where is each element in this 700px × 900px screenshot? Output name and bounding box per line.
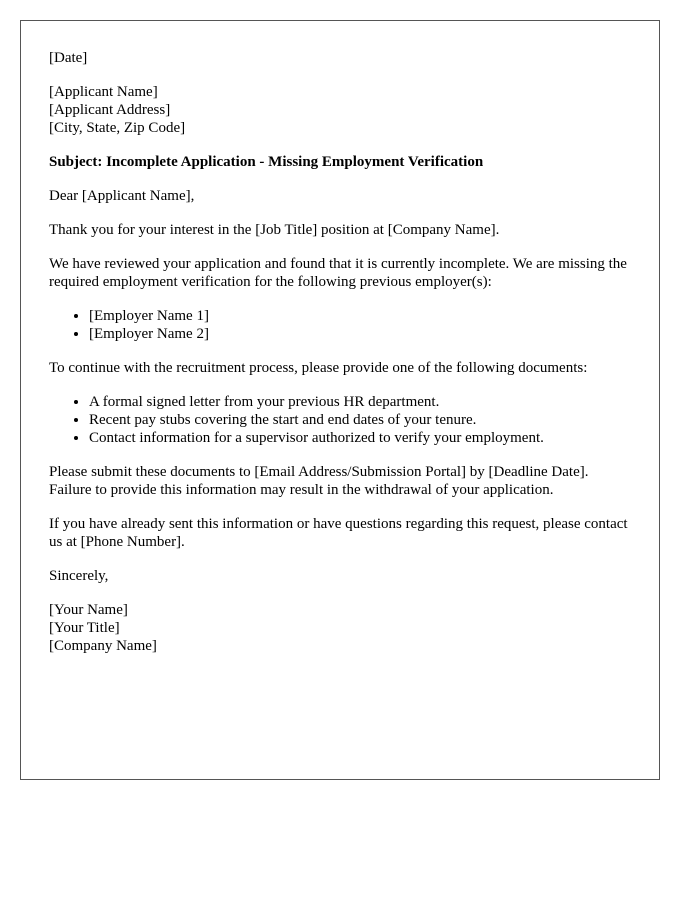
list-item-document: • Recent pay stubs covering the start and end dates of your tenure. — [89, 411, 631, 429]
recipient-block — [49, 83, 631, 137]
list-item-document: • A formal signed letter from your previous HR department. — [89, 393, 631, 411]
submit-paragraph: Please submit these documents to [Email Address/Submission Portal] by [Deadline Date]. Failure to provide this information may result in the withdrawal of your application. — [49, 464, 589, 498]
questions-paragraph: If you have already sent this information or have questions regarding this request, please contact us at [Phone Number]. — [49, 516, 628, 550]
list-item-employer: • [Employer Name 1] — [89, 307, 631, 325]
salutation: Dear [Applicant Name], — [49, 188, 195, 204]
letter-page — [20, 20, 660, 780]
signature-block — [49, 601, 631, 655]
letter-subject: Subject: Incomplete Application - Missing Employment Verification — [49, 154, 484, 170]
employer-list — [49, 307, 631, 343]
closing: Sincerely, — [49, 568, 109, 584]
continue-paragraph: To continue with the recruitment process, please provide one of the following documents: — [49, 360, 588, 376]
signature-title: [Your Title] — [49, 620, 120, 636]
signature-name: [Your Name] — [49, 602, 128, 618]
documents-list — [49, 393, 631, 447]
recipient-name: [Applicant Name] — [49, 84, 158, 100]
reviewed-paragraph: We have reviewed your application and found that it is currently incomplete. We are missing the required employment verification for the following previous employer(s): — [49, 256, 627, 290]
intro-paragraph: Thank you for your interest in the [Job Title] position at [Company Name]. — [49, 222, 500, 238]
recipient-city: [City, State, Zip Code] — [49, 120, 186, 136]
letter-date: [Date] — [49, 50, 88, 66]
recipient-address: [Applicant Address] — [49, 102, 171, 118]
list-item-employer: • [Employer Name 2] — [89, 325, 631, 343]
signature-company: [Company Name] — [49, 638, 157, 654]
list-item-document: • Contact information for a supervisor authorized to verify your employment. — [89, 429, 631, 447]
